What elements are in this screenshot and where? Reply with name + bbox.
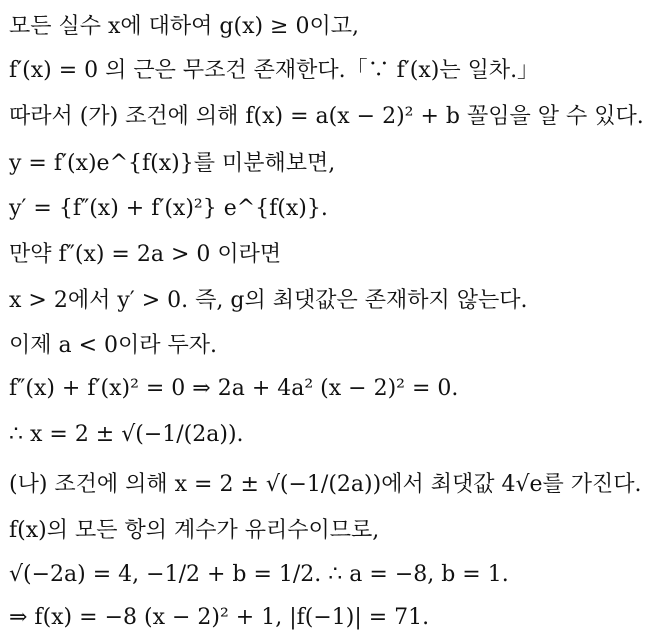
solution-line-7: x > 2에서 y′ > 0. 즉, g의 최댓값은 존재하지 않는다. — [9, 287, 528, 313]
solution-line-8: 이제 a < 0이라 두자. — [9, 332, 218, 358]
solution-line-6: 만약 f″(x) = 2a > 0 이라면 — [9, 241, 282, 267]
solution-line-11: (나) 조건에 의해 x = 2 ± √(−1/(2a))에서 최댓값 4√e를 가진다. — [9, 471, 642, 497]
solution-line-13: √(−2a) = 4, −1/2 + b = 1/2. ∴ a = −8, b = 1. — [9, 561, 509, 587]
solution-line-2: f′(x) = 0 의 근은 무조건 존재한다.「∵ f′(x)는 일차.」 — [9, 57, 540, 83]
solution-line-5: y′ = {f″(x) + f′(x)²} e^{f(x)}. — [9, 195, 328, 221]
solution-line-3: 따라서 (가) 조건에 의해 f(x) = a(x − 2)² + b 꼴임을 알 수 있다. — [9, 103, 644, 129]
solution-line-1: 모든 실수 x에 대하여 g(x) ≥ 0이고, — [9, 13, 359, 39]
solution-line-10: ∴ x = 2 ± √(−1/(2a)). — [9, 421, 244, 447]
solution-line-14: ⇒ f(x) = −8 (x − 2)² + 1, |f(−1)| = 71. — [9, 604, 430, 630]
solution-line-4: y = f′(x)e^{f(x)}를 미분해보면, — [9, 150, 336, 176]
solution-line-9: f″(x) + f′(x)² = 0 ⇒ 2a + 4a² (x − 2)² = 0. — [9, 375, 459, 401]
solution-line-12: f(x)의 모든 항의 계수가 유리수이므로, — [9, 517, 380, 543]
